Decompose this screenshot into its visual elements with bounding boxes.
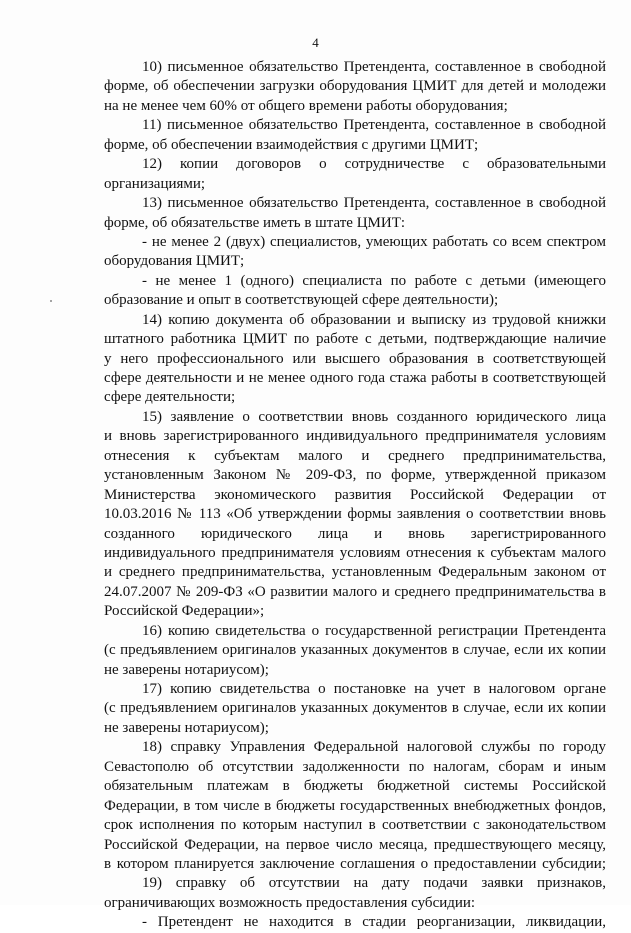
text-line: Федерации, в том числе в бюджеты государственных внебюджетных фондов, [104, 797, 606, 814]
text-line: (с предъявлением оригиналов указанных документов в случае, если их копии [104, 700, 606, 717]
text-line: и вновь зарегистрированного индивидуального предпринимателя условиям [104, 428, 606, 445]
text-line: Российской Федерации, на первое число месяца, предшествующего месяцу, [104, 836, 606, 853]
text-line: 10) письменное обязательство Претендента, составленное в свободной [142, 59, 606, 75]
text-line: 18) справку Управления Федеральной налоговой службы по городу [142, 739, 606, 756]
document-body [104, 58, 606, 933]
text-line: Российской Федерации»; [104, 603, 265, 620]
text-line: - Претендент не находится в стадии реорганизации, ликвидации, [142, 914, 606, 931]
text-line: 14) копию документа об образовании и выписку из трудовой книжки [142, 311, 606, 328]
text-line: не заверены нотариусом); [104, 661, 269, 678]
text-line: отнесения к субъектам малого и среднего предпринимательства, [104, 447, 606, 464]
text-line: штатного работника ЦМИТ по работе с детьми, подтверждающие наличие [104, 331, 606, 348]
text-line: 24.07.2007 № 209-ФЗ «О развитии малого и среднего предпринимательства в [104, 583, 606, 600]
text-line: 12) копии договоров о сотрудничестве с образовательными [142, 156, 606, 173]
text-line: организациями; [104, 175, 206, 192]
text-line: 11) письменное обязательство Претендента, составленное в свободной [142, 117, 606, 134]
text-line: Севастополю об отсутствии задолженности по налогам, сборам и иным [104, 758, 606, 775]
page-number: 4 [312, 35, 319, 50]
text-line: на не менее чем 60% от общего времени работы оборудования; [104, 97, 508, 114]
text-line: у него профессионального или высшего образования в соответствующей [104, 350, 606, 367]
text-line: форме, об обеспечении взаимодействия с другими ЦМИТ; [104, 136, 479, 153]
text-line: - не менее 2 (двух) специалистов, умеющих работать со всем спектром [142, 233, 606, 250]
text-line: срок исполнения по которым наступил в соответствии с законодательством [104, 817, 606, 834]
text-line: обязательным платежам в бюджеты бюджетной системы Российской [104, 778, 606, 795]
text-line: 10.03.2016 № 113 «Об утверждении формы заявления о соответствии вновь [104, 506, 606, 523]
text-line: 17) копию свидетельства о постановке на учет в налоговом органе [142, 681, 606, 697]
text-line: (с предъявлением оригиналов указанных документов в случае, если их копии [104, 642, 606, 659]
text-line: образование и опыт в соответствующей сфере деятельности); [104, 292, 499, 309]
text-line: - не менее 1 (одного) специалиста по работе с детьми (имеющего [142, 272, 606, 289]
text-line: и среднего предпринимательства, установленным Федеральным законом от [104, 564, 606, 581]
text-line: в котором планируется заключение соглашения о предоставлении субсидии; [104, 855, 606, 872]
text-line: Министерства экономического развития Российской Федерации от [104, 486, 606, 503]
text-line: 13) письменное обязательство Претендента, составленное в свободной [142, 195, 606, 212]
text-line: не заверены нотариусом); [104, 719, 269, 736]
text-line: 15) заявление о соответствии вновь созданного юридического лица [142, 408, 606, 425]
text-line: индивидуального предпринимателя условиям отнесения к субъектам малого [104, 544, 606, 561]
text-line: созданного юридического лица и вновь зарегистрированного [104, 525, 606, 542]
text-line: сфере деятельности и не менее одного года стажа работы в соответствующей [104, 370, 606, 386]
text-line: установленным Законом № 209-ФЗ, по форме, утвержденной приказом [104, 467, 606, 484]
text-line: форме, об обеспечении загрузки оборудования ЦМИТ для детей и молодежи [104, 78, 606, 95]
text-line: ограничивающих возможность предоставления субсидии: [104, 894, 476, 911]
text-line: 19) справку об отсутствии на дату подачи заявки признаков, [142, 875, 606, 892]
margin-dot [50, 300, 52, 302]
text-line: сфере деятельности; [104, 389, 236, 406]
text-line: форме, об обязательстве иметь в штате ЦМИТ: [104, 214, 406, 231]
text-line: оборудования ЦМИТ; [104, 253, 245, 270]
text-line: 16) копию свидетельства о государственной регистрации Претендента [142, 622, 606, 639]
